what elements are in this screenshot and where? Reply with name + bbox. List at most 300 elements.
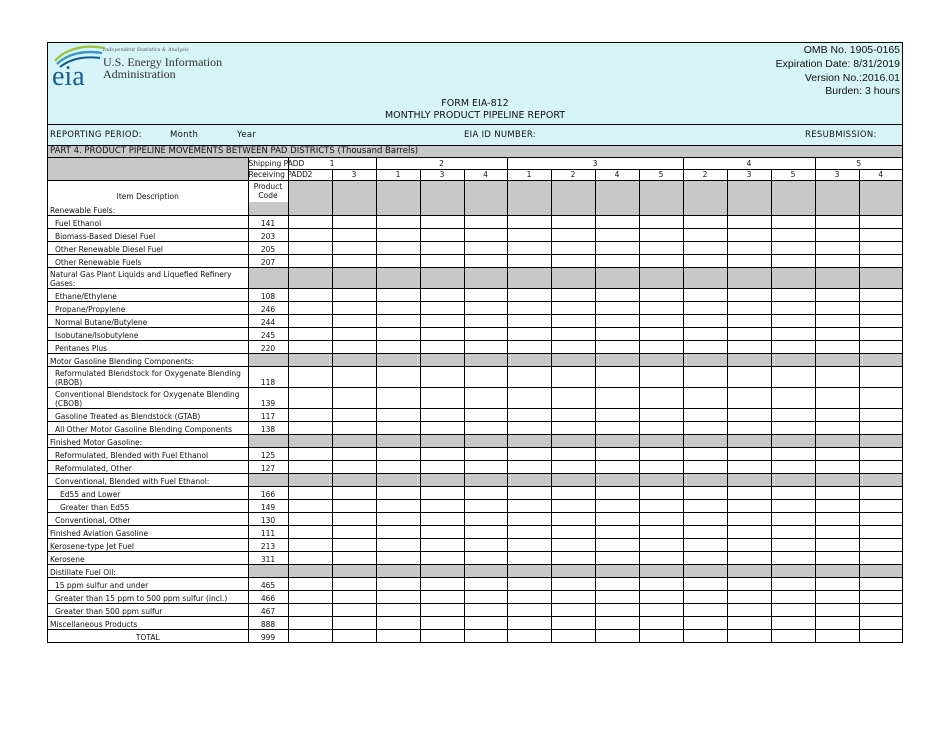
data-entry-cell[interactable] xyxy=(332,577,376,590)
data-entry-cell[interactable] xyxy=(551,551,595,564)
data-entry-cell[interactable] xyxy=(859,577,902,590)
data-entry-cell[interactable] xyxy=(332,387,376,408)
data-entry-cell[interactable] xyxy=(639,512,683,525)
data-entry-cell[interactable] xyxy=(771,460,815,473)
resubmission-field[interactable]: RESUBMISSION: xyxy=(805,130,877,140)
data-entry-cell[interactable] xyxy=(859,525,902,538)
data-entry-cell[interactable] xyxy=(639,228,683,241)
data-entry-cell[interactable] xyxy=(595,327,639,340)
data-entry-cell[interactable] xyxy=(859,215,902,228)
data-entry-cell[interactable] xyxy=(815,538,859,551)
data-entry-cell[interactable] xyxy=(595,215,639,228)
data-entry-cell[interactable] xyxy=(639,590,683,603)
data-entry-cell[interactable] xyxy=(420,340,464,353)
data-entry-cell[interactable] xyxy=(420,577,464,590)
data-entry-cell[interactable] xyxy=(595,512,639,525)
data-entry-cell[interactable] xyxy=(376,590,420,603)
data-entry-cell[interactable] xyxy=(332,215,376,228)
data-entry-cell[interactable] xyxy=(595,577,639,590)
data-entry-cell[interactable] xyxy=(727,340,771,353)
data-entry-cell[interactable] xyxy=(727,327,771,340)
data-entry-cell[interactable] xyxy=(727,314,771,327)
data-entry-cell[interactable] xyxy=(464,327,507,340)
data-entry-cell[interactable] xyxy=(771,254,815,267)
data-entry-cell[interactable] xyxy=(551,215,595,228)
data-entry-cell[interactable] xyxy=(288,366,332,387)
data-entry-cell[interactable] xyxy=(771,603,815,616)
data-entry-cell[interactable] xyxy=(551,460,595,473)
data-entry-cell[interactable] xyxy=(815,228,859,241)
data-entry-cell[interactable] xyxy=(420,603,464,616)
data-entry-cell[interactable] xyxy=(507,408,551,421)
data-entry-cell[interactable] xyxy=(595,408,639,421)
data-entry-cell[interactable] xyxy=(551,538,595,551)
data-entry-cell[interactable] xyxy=(859,228,902,241)
data-entry-cell[interactable] xyxy=(859,616,902,629)
data-entry-cell[interactable] xyxy=(420,538,464,551)
data-entry-cell[interactable] xyxy=(771,340,815,353)
data-entry-cell[interactable] xyxy=(420,254,464,267)
data-entry-cell[interactable] xyxy=(288,525,332,538)
data-entry-cell[interactable] xyxy=(507,603,551,616)
data-entry-cell[interactable] xyxy=(859,254,902,267)
data-entry-cell[interactable] xyxy=(376,387,420,408)
data-entry-cell[interactable] xyxy=(859,288,902,301)
data-entry-cell[interactable] xyxy=(595,603,639,616)
data-entry-cell[interactable] xyxy=(771,314,815,327)
data-entry-cell[interactable] xyxy=(376,314,420,327)
data-entry-cell[interactable] xyxy=(639,408,683,421)
data-entry-cell[interactable] xyxy=(815,314,859,327)
data-entry-cell[interactable] xyxy=(639,314,683,327)
data-entry-cell[interactable] xyxy=(464,460,507,473)
data-entry-cell[interactable] xyxy=(595,301,639,314)
data-entry-cell[interactable] xyxy=(551,314,595,327)
data-entry-cell[interactable] xyxy=(727,447,771,460)
data-entry-cell[interactable] xyxy=(420,301,464,314)
data-entry-cell[interactable] xyxy=(288,603,332,616)
data-entry-cell[interactable] xyxy=(420,590,464,603)
data-entry-cell[interactable] xyxy=(376,486,420,499)
data-entry-cell[interactable] xyxy=(376,288,420,301)
data-entry-cell[interactable] xyxy=(507,215,551,228)
data-entry-cell[interactable] xyxy=(727,603,771,616)
data-entry-cell[interactable] xyxy=(376,447,420,460)
data-entry-cell[interactable] xyxy=(771,288,815,301)
data-entry-cell[interactable] xyxy=(859,408,902,421)
data-entry-cell[interactable] xyxy=(639,603,683,616)
data-entry-cell[interactable] xyxy=(507,301,551,314)
data-entry-cell[interactable] xyxy=(376,228,420,241)
data-entry-cell[interactable] xyxy=(288,314,332,327)
data-entry-cell[interactable] xyxy=(639,421,683,434)
eia-id-field[interactable]: EIA ID NUMBER: xyxy=(464,130,536,140)
data-entry-cell[interactable] xyxy=(420,447,464,460)
data-entry-cell[interactable] xyxy=(464,288,507,301)
data-entry-cell[interactable] xyxy=(507,629,551,642)
data-entry-cell[interactable] xyxy=(595,629,639,642)
data-entry-cell[interactable] xyxy=(551,616,595,629)
data-entry-cell[interactable] xyxy=(771,215,815,228)
data-entry-cell[interactable] xyxy=(859,551,902,564)
data-entry-cell[interactable] xyxy=(332,590,376,603)
data-entry-cell[interactable] xyxy=(771,499,815,512)
data-entry-cell[interactable] xyxy=(683,447,727,460)
data-entry-cell[interactable] xyxy=(420,314,464,327)
data-entry-cell[interactable] xyxy=(551,301,595,314)
data-entry-cell[interactable] xyxy=(507,551,551,564)
data-entry-cell[interactable] xyxy=(771,327,815,340)
month-field[interactable]: Month xyxy=(170,130,199,140)
data-entry-cell[interactable] xyxy=(727,254,771,267)
data-entry-cell[interactable] xyxy=(683,387,727,408)
data-entry-cell[interactable] xyxy=(332,254,376,267)
data-entry-cell[interactable] xyxy=(639,387,683,408)
data-entry-cell[interactable] xyxy=(332,340,376,353)
data-entry-cell[interactable] xyxy=(507,486,551,499)
data-entry-cell[interactable] xyxy=(815,421,859,434)
data-entry-cell[interactable] xyxy=(332,288,376,301)
data-entry-cell[interactable] xyxy=(332,447,376,460)
data-entry-cell[interactable] xyxy=(551,241,595,254)
data-entry-cell[interactable] xyxy=(464,408,507,421)
data-entry-cell[interactable] xyxy=(464,590,507,603)
data-entry-cell[interactable] xyxy=(551,486,595,499)
data-entry-cell[interactable] xyxy=(595,421,639,434)
data-entry-cell[interactable] xyxy=(551,512,595,525)
data-entry-cell[interactable] xyxy=(332,499,376,512)
data-entry-cell[interactable] xyxy=(683,577,727,590)
data-entry-cell[interactable] xyxy=(376,340,420,353)
data-entry-cell[interactable] xyxy=(376,366,420,387)
data-entry-cell[interactable] xyxy=(288,629,332,642)
data-entry-cell[interactable] xyxy=(551,288,595,301)
data-entry-cell[interactable] xyxy=(815,590,859,603)
data-entry-cell[interactable] xyxy=(727,551,771,564)
data-entry-cell[interactable] xyxy=(727,486,771,499)
data-entry-cell[interactable] xyxy=(288,340,332,353)
data-entry-cell[interactable] xyxy=(507,512,551,525)
data-entry-cell[interactable] xyxy=(683,327,727,340)
data-entry-cell[interactable] xyxy=(683,314,727,327)
data-entry-cell[interactable] xyxy=(727,228,771,241)
data-entry-cell[interactable] xyxy=(420,408,464,421)
data-entry-cell[interactable] xyxy=(288,499,332,512)
data-entry-cell[interactable] xyxy=(683,499,727,512)
data-entry-cell[interactable] xyxy=(288,551,332,564)
data-entry-cell[interactable] xyxy=(639,551,683,564)
data-entry-cell[interactable] xyxy=(771,366,815,387)
data-entry-cell[interactable] xyxy=(464,486,507,499)
data-entry-cell[interactable] xyxy=(683,421,727,434)
data-entry-cell[interactable] xyxy=(859,387,902,408)
data-entry-cell[interactable] xyxy=(332,408,376,421)
data-entry-cell[interactable] xyxy=(815,447,859,460)
data-entry-cell[interactable] xyxy=(815,408,859,421)
data-entry-cell[interactable] xyxy=(859,486,902,499)
data-entry-cell[interactable] xyxy=(771,387,815,408)
data-entry-cell[interactable] xyxy=(771,421,815,434)
data-entry-cell[interactable] xyxy=(420,228,464,241)
data-entry-cell[interactable] xyxy=(771,551,815,564)
data-entry-cell[interactable] xyxy=(727,301,771,314)
data-entry-cell[interactable] xyxy=(727,387,771,408)
data-entry-cell[interactable] xyxy=(639,538,683,551)
data-entry-cell[interactable] xyxy=(464,215,507,228)
data-entry-cell[interactable] xyxy=(639,616,683,629)
data-entry-cell[interactable] xyxy=(332,551,376,564)
data-entry-cell[interactable] xyxy=(332,366,376,387)
data-entry-cell[interactable] xyxy=(815,301,859,314)
data-entry-cell[interactable] xyxy=(859,301,902,314)
data-entry-cell[interactable] xyxy=(288,460,332,473)
data-entry-cell[interactable] xyxy=(727,460,771,473)
data-entry-cell[interactable] xyxy=(727,408,771,421)
data-entry-cell[interactable] xyxy=(551,228,595,241)
data-entry-cell[interactable] xyxy=(420,387,464,408)
data-entry-cell[interactable] xyxy=(727,577,771,590)
data-entry-cell[interactable] xyxy=(639,460,683,473)
data-entry-cell[interactable] xyxy=(464,616,507,629)
data-entry-cell[interactable] xyxy=(507,366,551,387)
data-entry-cell[interactable] xyxy=(507,577,551,590)
data-entry-cell[interactable] xyxy=(376,538,420,551)
data-entry-cell[interactable] xyxy=(595,366,639,387)
data-entry-cell[interactable] xyxy=(464,314,507,327)
data-entry-cell[interactable] xyxy=(376,525,420,538)
data-entry-cell[interactable] xyxy=(639,577,683,590)
data-entry-cell[interactable] xyxy=(551,387,595,408)
data-entry-cell[interactable] xyxy=(464,387,507,408)
data-entry-cell[interactable] xyxy=(551,366,595,387)
data-entry-cell[interactable] xyxy=(683,460,727,473)
data-entry-cell[interactable] xyxy=(288,577,332,590)
data-entry-cell[interactable] xyxy=(859,327,902,340)
data-entry-cell[interactable] xyxy=(639,340,683,353)
data-entry-cell[interactable] xyxy=(551,254,595,267)
data-entry-cell[interactable] xyxy=(464,629,507,642)
data-entry-cell[interactable] xyxy=(288,254,332,267)
data-entry-cell[interactable] xyxy=(288,288,332,301)
data-entry-cell[interactable] xyxy=(859,421,902,434)
data-entry-cell[interactable] xyxy=(727,525,771,538)
data-entry-cell[interactable] xyxy=(507,387,551,408)
data-entry-cell[interactable] xyxy=(420,241,464,254)
data-entry-cell[interactable] xyxy=(376,512,420,525)
data-entry-cell[interactable] xyxy=(815,254,859,267)
data-entry-cell[interactable] xyxy=(376,241,420,254)
data-entry-cell[interactable] xyxy=(464,340,507,353)
data-entry-cell[interactable] xyxy=(464,512,507,525)
data-entry-cell[interactable] xyxy=(683,538,727,551)
data-entry-cell[interactable] xyxy=(420,460,464,473)
data-entry-cell[interactable] xyxy=(420,366,464,387)
data-entry-cell[interactable] xyxy=(376,577,420,590)
data-entry-cell[interactable] xyxy=(815,551,859,564)
data-entry-cell[interactable] xyxy=(551,590,595,603)
data-entry-cell[interactable] xyxy=(771,486,815,499)
data-entry-cell[interactable] xyxy=(815,387,859,408)
data-entry-cell[interactable] xyxy=(288,616,332,629)
data-entry-cell[interactable] xyxy=(551,499,595,512)
data-entry-cell[interactable] xyxy=(551,525,595,538)
data-entry-cell[interactable] xyxy=(595,460,639,473)
data-entry-cell[interactable] xyxy=(551,603,595,616)
data-entry-cell[interactable] xyxy=(420,512,464,525)
data-entry-cell[interactable] xyxy=(683,629,727,642)
data-entry-cell[interactable] xyxy=(595,254,639,267)
data-entry-cell[interactable] xyxy=(420,288,464,301)
data-entry-cell[interactable] xyxy=(288,215,332,228)
data-entry-cell[interactable] xyxy=(771,616,815,629)
data-entry-cell[interactable] xyxy=(815,525,859,538)
data-entry-cell[interactable] xyxy=(288,228,332,241)
data-entry-cell[interactable] xyxy=(683,486,727,499)
data-entry-cell[interactable] xyxy=(464,603,507,616)
data-entry-cell[interactable] xyxy=(859,241,902,254)
data-entry-cell[interactable] xyxy=(288,421,332,434)
data-entry-cell[interactable] xyxy=(859,499,902,512)
data-entry-cell[interactable] xyxy=(683,340,727,353)
data-entry-cell[interactable] xyxy=(683,241,727,254)
data-entry-cell[interactable] xyxy=(551,421,595,434)
data-entry-cell[interactable] xyxy=(771,538,815,551)
data-entry-cell[interactable] xyxy=(639,366,683,387)
data-entry-cell[interactable] xyxy=(595,447,639,460)
data-entry-cell[interactable] xyxy=(859,314,902,327)
data-entry-cell[interactable] xyxy=(859,460,902,473)
data-entry-cell[interactable] xyxy=(332,486,376,499)
data-entry-cell[interactable] xyxy=(507,590,551,603)
data-entry-cell[interactable] xyxy=(464,447,507,460)
data-entry-cell[interactable] xyxy=(815,215,859,228)
data-entry-cell[interactable] xyxy=(639,486,683,499)
data-entry-cell[interactable] xyxy=(815,288,859,301)
data-entry-cell[interactable] xyxy=(376,499,420,512)
data-entry-cell[interactable] xyxy=(639,499,683,512)
data-entry-cell[interactable] xyxy=(288,387,332,408)
data-entry-cell[interactable] xyxy=(771,301,815,314)
data-entry-cell[interactable] xyxy=(464,538,507,551)
data-entry-cell[interactable] xyxy=(771,590,815,603)
data-entry-cell[interactable] xyxy=(683,525,727,538)
data-entry-cell[interactable] xyxy=(639,447,683,460)
data-entry-cell[interactable] xyxy=(815,241,859,254)
data-entry-cell[interactable] xyxy=(464,525,507,538)
data-entry-cell[interactable] xyxy=(771,241,815,254)
data-entry-cell[interactable] xyxy=(595,499,639,512)
data-entry-cell[interactable] xyxy=(332,603,376,616)
data-entry-cell[interactable] xyxy=(595,241,639,254)
data-entry-cell[interactable] xyxy=(376,421,420,434)
data-entry-cell[interactable] xyxy=(639,288,683,301)
data-entry-cell[interactable] xyxy=(859,538,902,551)
data-entry-cell[interactable] xyxy=(683,408,727,421)
data-entry-cell[interactable] xyxy=(507,538,551,551)
data-entry-cell[interactable] xyxy=(859,629,902,642)
data-entry-cell[interactable] xyxy=(771,525,815,538)
data-entry-cell[interactable] xyxy=(332,460,376,473)
data-entry-cell[interactable] xyxy=(727,288,771,301)
data-entry-cell[interactable] xyxy=(464,421,507,434)
data-entry-cell[interactable] xyxy=(551,577,595,590)
data-entry-cell[interactable] xyxy=(464,551,507,564)
data-entry-cell[interactable] xyxy=(639,215,683,228)
data-entry-cell[interactable] xyxy=(288,538,332,551)
data-entry-cell[interactable] xyxy=(507,314,551,327)
data-entry-cell[interactable] xyxy=(507,340,551,353)
data-entry-cell[interactable] xyxy=(771,512,815,525)
data-entry-cell[interactable] xyxy=(727,590,771,603)
data-entry-cell[interactable] xyxy=(288,512,332,525)
data-entry-cell[interactable] xyxy=(859,366,902,387)
data-entry-cell[interactable] xyxy=(464,241,507,254)
data-entry-cell[interactable] xyxy=(332,629,376,642)
data-entry-cell[interactable] xyxy=(332,421,376,434)
data-entry-cell[interactable] xyxy=(595,616,639,629)
data-entry-cell[interactable] xyxy=(551,340,595,353)
data-entry-cell[interactable] xyxy=(507,241,551,254)
data-entry-cell[interactable] xyxy=(332,512,376,525)
data-entry-cell[interactable] xyxy=(595,525,639,538)
data-entry-cell[interactable] xyxy=(859,340,902,353)
data-entry-cell[interactable] xyxy=(332,538,376,551)
data-entry-cell[interactable] xyxy=(288,301,332,314)
data-entry-cell[interactable] xyxy=(859,512,902,525)
data-entry-cell[interactable] xyxy=(551,327,595,340)
data-entry-cell[interactable] xyxy=(464,577,507,590)
data-entry-cell[interactable] xyxy=(683,590,727,603)
data-entry-cell[interactable] xyxy=(639,327,683,340)
data-entry-cell[interactable] xyxy=(507,616,551,629)
data-entry-cell[interactable] xyxy=(376,408,420,421)
data-entry-cell[interactable] xyxy=(815,340,859,353)
data-entry-cell[interactable] xyxy=(815,629,859,642)
data-entry-cell[interactable] xyxy=(464,499,507,512)
data-entry-cell[interactable] xyxy=(507,254,551,267)
data-entry-cell[interactable] xyxy=(727,538,771,551)
data-entry-cell[interactable] xyxy=(332,241,376,254)
data-entry-cell[interactable] xyxy=(683,288,727,301)
data-entry-cell[interactable] xyxy=(376,603,420,616)
data-entry-cell[interactable] xyxy=(595,551,639,564)
data-entry-cell[interactable] xyxy=(595,387,639,408)
data-entry-cell[interactable] xyxy=(727,499,771,512)
data-entry-cell[interactable] xyxy=(376,215,420,228)
data-entry-cell[interactable] xyxy=(420,327,464,340)
data-entry-cell[interactable] xyxy=(771,228,815,241)
data-entry-cell[interactable] xyxy=(639,241,683,254)
data-entry-cell[interactable] xyxy=(595,538,639,551)
data-entry-cell[interactable] xyxy=(683,254,727,267)
data-entry-cell[interactable] xyxy=(420,499,464,512)
data-entry-cell[interactable] xyxy=(815,327,859,340)
data-entry-cell[interactable] xyxy=(376,629,420,642)
data-entry-cell[interactable] xyxy=(376,460,420,473)
data-entry-cell[interactable] xyxy=(683,512,727,525)
data-entry-cell[interactable] xyxy=(288,327,332,340)
data-entry-cell[interactable] xyxy=(332,314,376,327)
data-entry-cell[interactable] xyxy=(507,228,551,241)
data-entry-cell[interactable] xyxy=(332,228,376,241)
data-entry-cell[interactable] xyxy=(815,366,859,387)
data-entry-cell[interactable] xyxy=(332,616,376,629)
data-entry-cell[interactable] xyxy=(815,486,859,499)
data-entry-cell[interactable] xyxy=(859,447,902,460)
data-entry-cell[interactable] xyxy=(507,460,551,473)
data-entry-cell[interactable] xyxy=(859,603,902,616)
data-entry-cell[interactable] xyxy=(464,254,507,267)
